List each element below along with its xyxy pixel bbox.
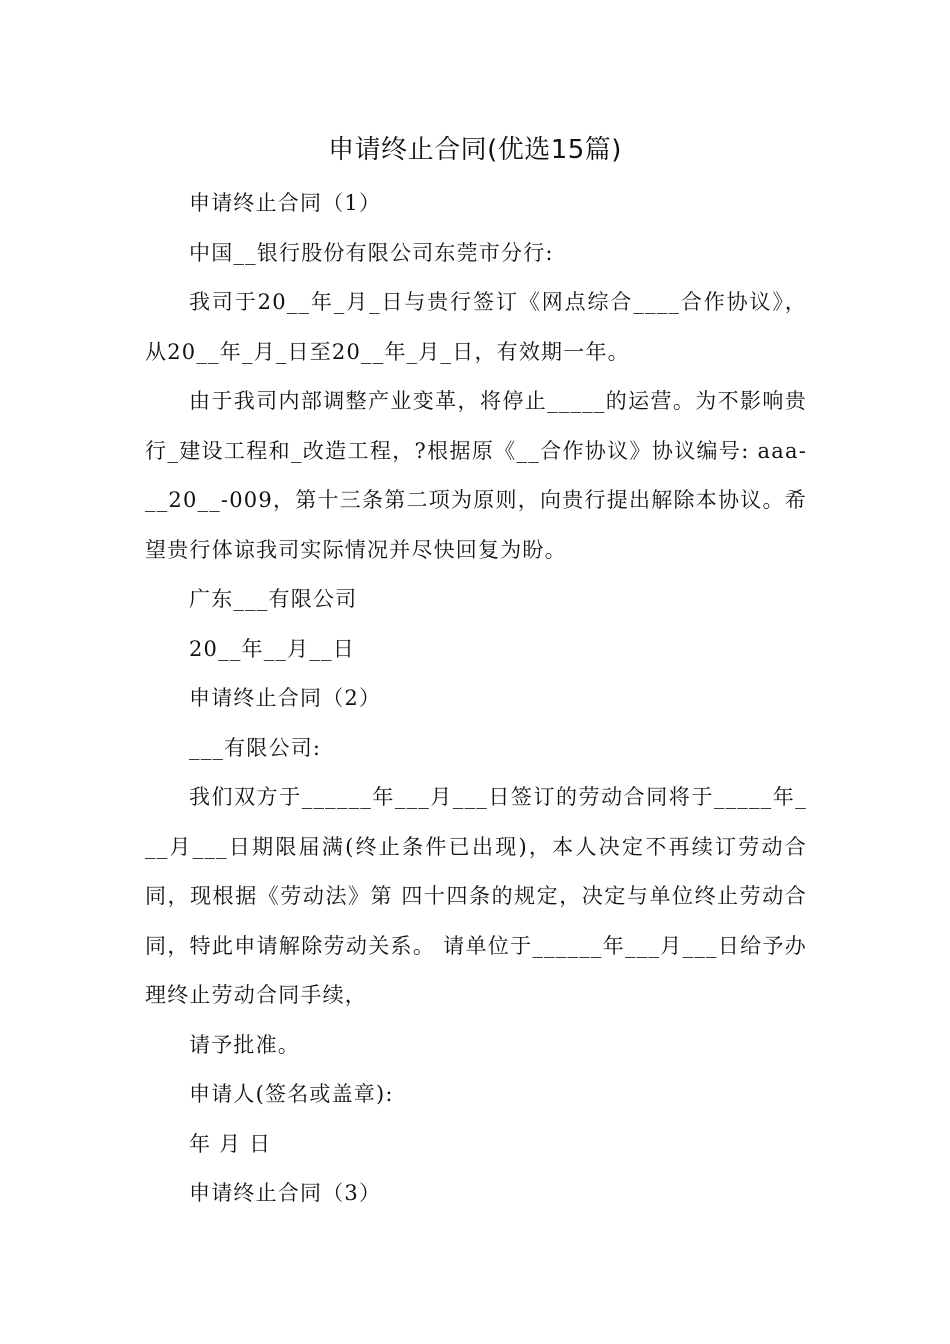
body-paragraph: 我司于20__年_月_日与贵行签订《网点综合____合作协议》，从20__年_月_日至20__年_月_日，有效期一年。	[145, 290, 807, 364]
section-heading-3: 申请终止合同（3）	[189, 1181, 382, 1205]
section-heading-1: 申请终止合同（1）	[189, 191, 382, 215]
section-heading-2: 申请终止合同（2）	[189, 686, 382, 710]
document-body	[145, 179, 807, 1219]
addressee-line: 中国__银行股份有限公司东莞市分行:	[189, 240, 554, 265]
body-paragraph: 我们双方于______年___月___日签订的劳动合同将于_____年___月___日期限届满(终止条件已出现)，本人决定不再续订劳动合同，现根据《劳动法》第 四十四条的规定，决定与单位终止劳动合同，特此申请解除劳动关系。 请单位于______年___月___日给予办理终止劳动合同手续，	[145, 785, 807, 1007]
applicant-signature-line: 申请人(签名或盖章):	[189, 1082, 394, 1106]
signature-date: 20__年__月__日	[189, 636, 355, 661]
date-line: 年 月 日	[189, 1131, 272, 1156]
body-paragraph: 由于我司内部调整产业变革，将停止_____的运营。为不影响贵行_建设工程和_改造工程，?根据原《__合作协议》协议编号: aaa-__20__-009，第十三条第二项为原则，向贵行提出解除本协议。希望贵行体谅我司实际情况并尽快回复为盼。	[145, 389, 807, 562]
request-line: 请予批准。	[189, 1032, 300, 1057]
document-title: 申请终止合同(优选15篇)	[328, 135, 622, 165]
signature-company: 广东___有限公司	[189, 587, 358, 611]
addressee-line: ___有限公司:	[189, 735, 322, 760]
